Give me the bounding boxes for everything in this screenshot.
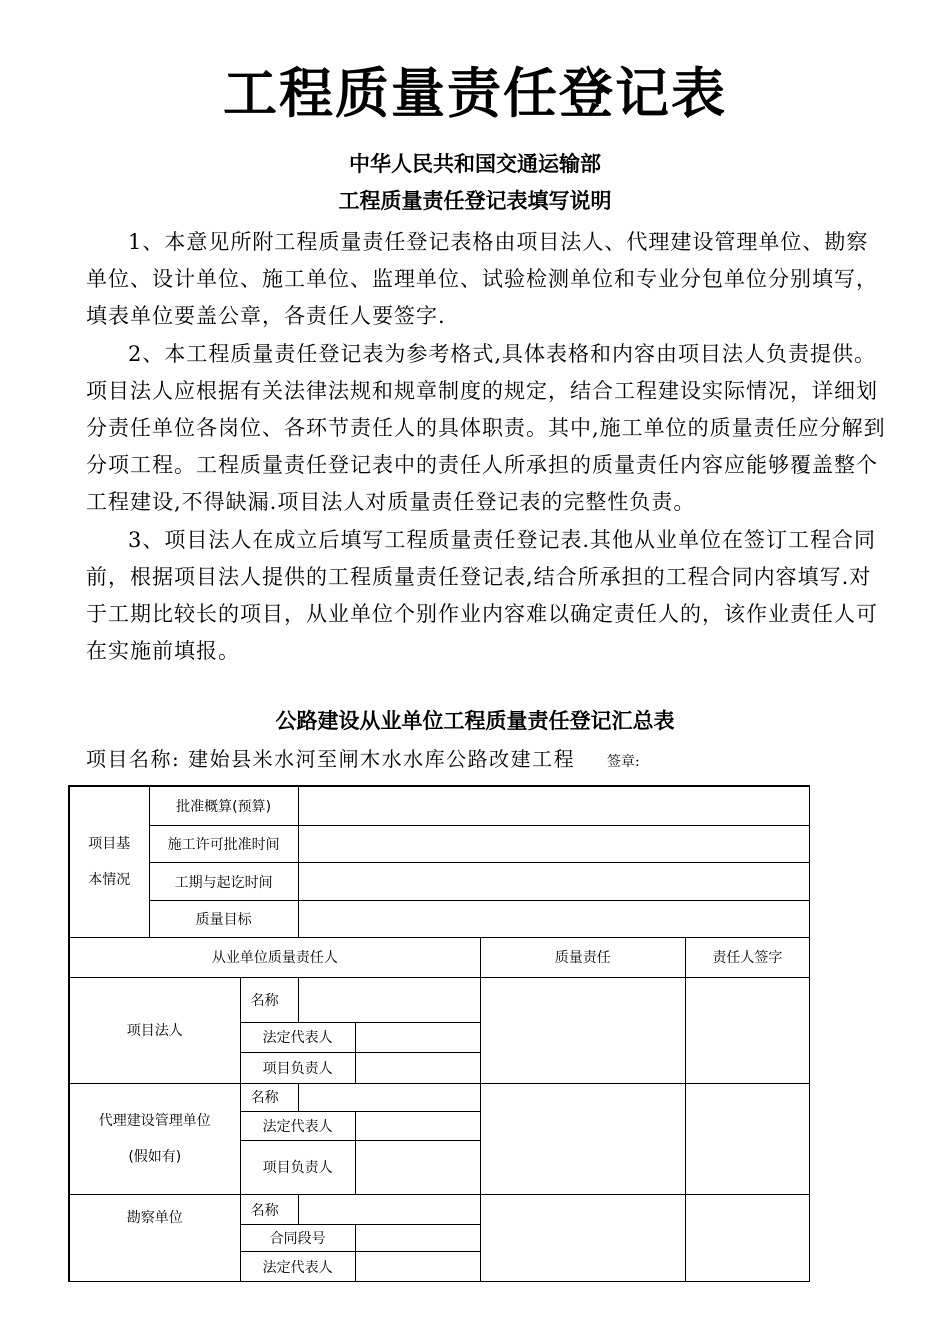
legal-rep-value[interactable] <box>355 1022 480 1053</box>
agent-rep-value[interactable] <box>355 1112 480 1140</box>
header-signature: 责任人签字 <box>685 938 809 978</box>
agent-responsibility-cell[interactable] <box>480 1083 685 1195</box>
legal-rep-label: 法定代表人 <box>240 1022 355 1053</box>
permit-time-label: 施工许可批准时间 <box>149 826 298 863</box>
ministry-heading: 中华人民共和国交通运输部 <box>349 151 601 176</box>
header-person-in-charge: 从业单位质量责任人 <box>69 938 480 978</box>
agent-rep-label: 法定代表人 <box>240 1112 355 1140</box>
permit-time-value[interactable] <box>298 826 809 863</box>
project-name-line <box>86 745 886 776</box>
project-legal-label: 项目法人 <box>69 977 240 1083</box>
quality-goal-label: 质量目标 <box>149 901 298 938</box>
survey-rep-label: 法定代表人 <box>240 1252 355 1282</box>
approved-budget-value[interactable] <box>298 786 809 826</box>
legal-name-label: 名称 <box>240 977 298 1022</box>
survey-rep-value[interactable] <box>355 1252 480 1282</box>
agent-unit-label: 代理建设管理单位 (假如有) <box>69 1083 240 1195</box>
project-name-value: 建始县米水河至闸木水水库公路改建工程 <box>188 747 576 771</box>
survey-unit-label: 勘察单位 <box>69 1195 240 1282</box>
agent-signature-cell[interactable] <box>685 1083 809 1195</box>
survey-contract-value[interactable] <box>355 1224 480 1251</box>
legal-name-value[interactable] <box>298 977 480 1022</box>
legal-responsibility-cell[interactable] <box>480 977 685 1083</box>
registration-summary-table <box>68 785 810 1282</box>
legal-leader-value[interactable] <box>355 1053 480 1084</box>
page-title: 工程质量责任登记表 <box>223 61 727 125</box>
duration-value[interactable] <box>298 862 809 901</box>
approved-budget-label: 批准概算(预算) <box>149 786 298 826</box>
legal-signature-cell[interactable] <box>685 977 809 1083</box>
survey-name-label: 名称 <box>240 1195 298 1225</box>
legal-leader-label: 项目负责人 <box>240 1053 355 1084</box>
survey-responsibility-cell[interactable] <box>480 1195 685 1282</box>
seal-label: 签章: <box>606 754 640 770</box>
instruction-paragraph-2: 2、本工程质量责任登记表为参考格式,具体表格和内容由项目法人负责提供。项目法人应根据有关法律法规和规章制度的规定，结合工程建设实际情况，详细划分责任单位各岗位、各环节责任人的具体职责。其中,施工单位的质量责任应分解到分项工程。工程质量责任登记表中的责任人所承担的质量责任内容应能够覆盖整个工程建设,不得缺漏.项目法人对质量责任登记表的完整性负责。 <box>86 341 886 515</box>
project-name-label: 项目名称: <box>86 747 181 771</box>
agent-leader-value[interactable] <box>355 1140 480 1195</box>
header-quality-responsibility: 质量责任 <box>480 938 685 978</box>
instructions-heading: 工程质量责任登记表填写说明 <box>338 188 612 213</box>
agent-name-value[interactable] <box>298 1083 480 1111</box>
basic-info-label: 项目基 本情况 <box>69 786 149 938</box>
duration-label: 工期与起讫时间 <box>149 862 298 901</box>
instructions-body <box>86 224 886 670</box>
agent-leader-label: 项目负责人 <box>240 1140 355 1195</box>
instruction-paragraph-3: 3、项目法人在成立后填写工程质量责任登记表.其他从业单位在签订工程合同前，根据项目法人提供的工程质量责任登记表,结合所承担的工程合同内容填写.对于工期比较长的项目，从业单位个别作业内容难以确定责任人的，该作业责任人可在实施前填报。 <box>86 527 878 664</box>
quality-goal-value[interactable] <box>298 901 809 938</box>
agent-name-label: 名称 <box>240 1083 298 1111</box>
survey-name-value[interactable] <box>298 1195 480 1225</box>
summary-table-title: 公路建设从业单位工程质量责任登记汇总表 <box>275 708 675 733</box>
survey-contract-label: 合同段号 <box>240 1224 355 1251</box>
instruction-paragraph-1: 1、本意见所附工程质量责任登记表格由项目法人、代理建设管理单位、勘察单位、设计单位、施工单位、监理单位、试验检测单位和专业分包单位分别填写，填表单位要盖公章，各责任人要签字. <box>86 230 878 329</box>
survey-signature-cell[interactable] <box>685 1195 809 1282</box>
